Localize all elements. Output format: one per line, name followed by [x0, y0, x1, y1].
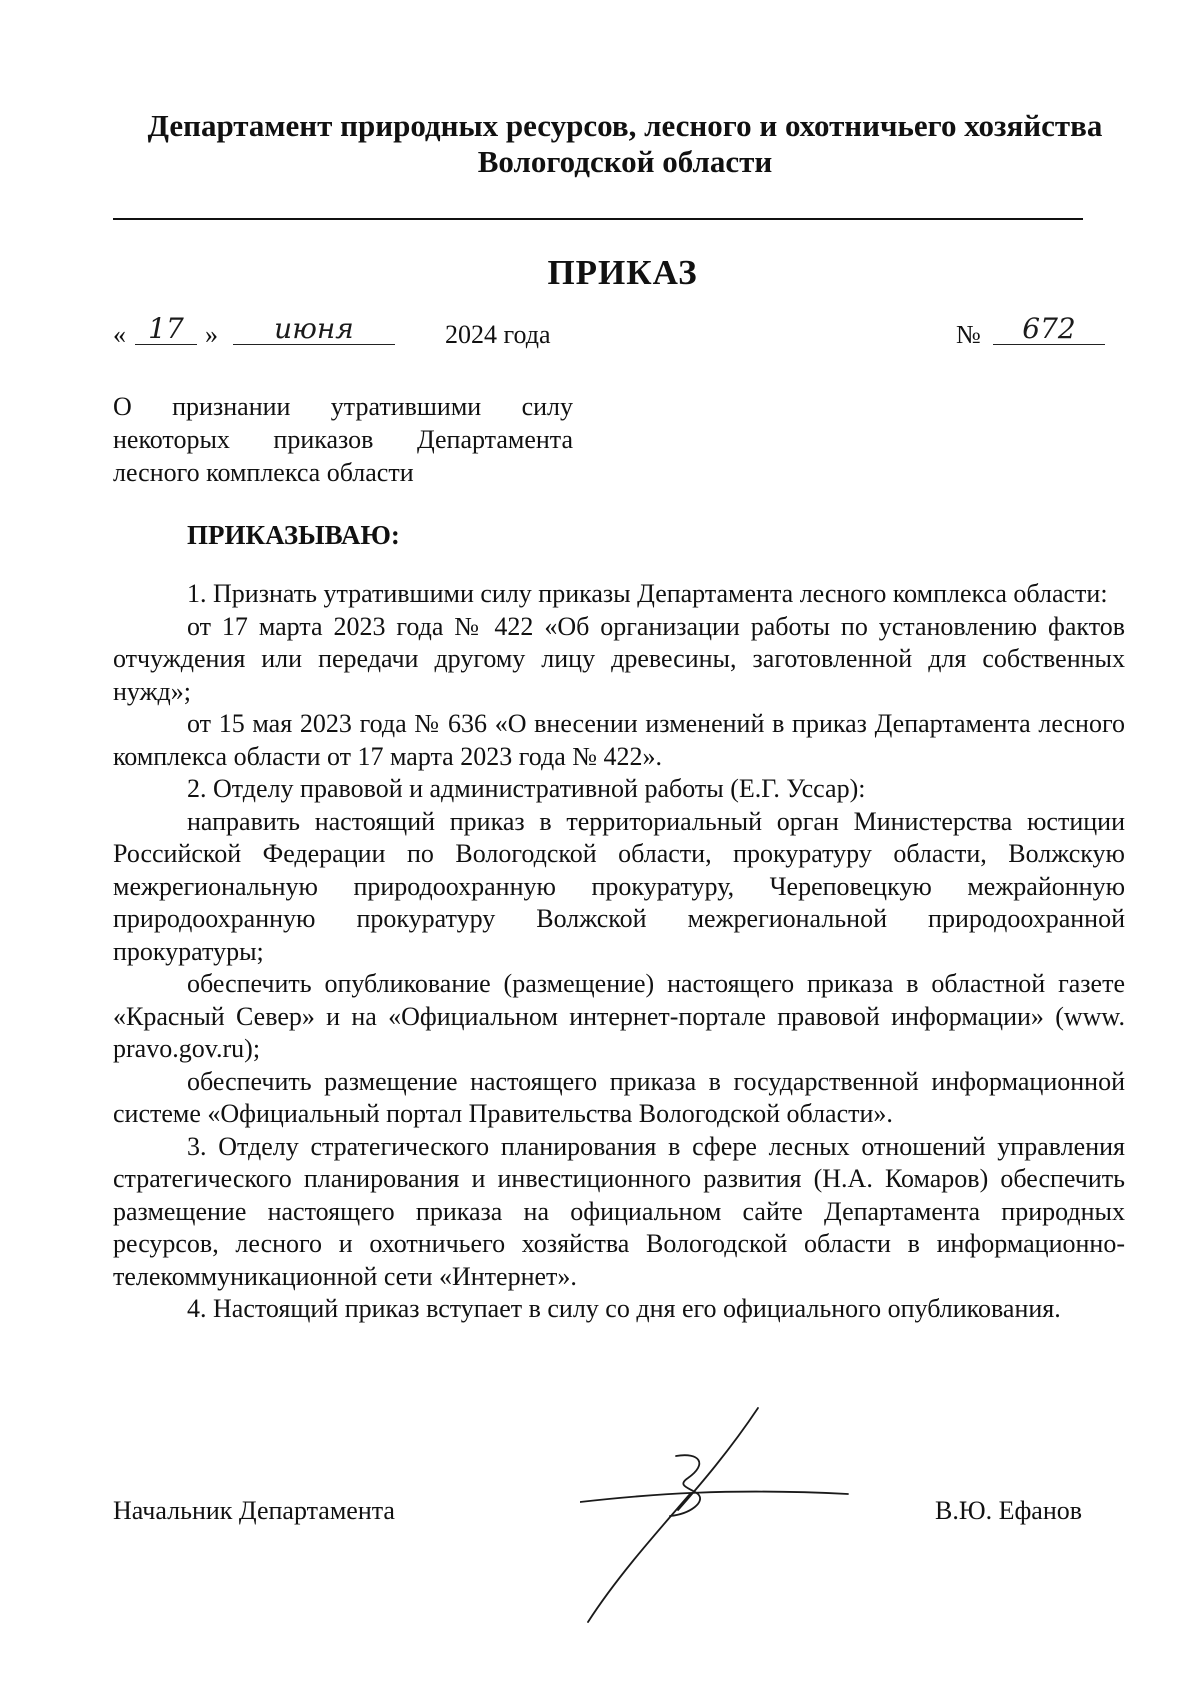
handwritten-number: 672 — [993, 314, 1105, 345]
header-divider — [113, 218, 1083, 220]
subject-line-3: лесного комплекса области — [113, 458, 414, 487]
document-title: ПРИКАЗ — [547, 253, 698, 292]
paragraph-2c: обеспечить размещение настоящего приказа в государственной информационной системе «Официальный портал Правительства Вологодской области». — [113, 1066, 1125, 1128]
number-label: № — [956, 320, 981, 349]
signatory-name: В.Ю. Ефанов — [935, 1496, 1083, 1525]
order-subject — [113, 390, 573, 489]
issuer-line-1: Департамент природных ресурсов, лесного и охотничьего хозяйства — [147, 108, 1103, 143]
paragraph-4: 4. Настоящий приказ вступает в силу со дня его официального опубликования. — [187, 1294, 1061, 1323]
order-directive-word: ПРИКАЗЫВАЮ: — [187, 520, 400, 550]
paragraph-2b: обеспечить опубликование (размещение) настоящего приказа в областной газете «Красный Север» и на «Официальном интернет-портале правовой информации» (www. pravo.gov.ru); — [113, 969, 1125, 1063]
date-number-line — [113, 312, 1103, 360]
issuer-line-2: Вологодской области — [477, 144, 773, 179]
signatory-position: Начальник Департамента — [113, 1496, 395, 1525]
paragraph-3: 3. Отделу стратегического планирования в сфере лесных отношений управления стратегического планирования и инвестиционного развития (Н.А. Комаров) обеспечить размещение настоящего приказа на официальном сайте Департамента природных ресурсов, лесного и охотничьего хозяйства Вологодской области в информационно-телекоммуникационной сети «Интернет». — [113, 1131, 1125, 1291]
handwritten-month: июня — [233, 314, 395, 345]
date-open-quote: « — [113, 320, 126, 349]
issuer-header — [100, 108, 1150, 180]
date-year: 2024 года — [445, 320, 551, 349]
signature-block — [113, 1496, 1113, 1536]
paragraph-2a: направить настоящий приказ в территориальный орган Министерства юстиции Российской Федерации по Вологодской области, прокуратуру области, Волжскую межрегиональную природоохранную прокуратуру, Череповецкую межрайонную природоохранную прокуратуру Волжской межрегиональной природоохранной прокуратуры; — [113, 806, 1125, 966]
paragraph-1b: от 15 мая 2023 года № 636 «О внесении изменений в приказ Департамента лесного комплекса области от 17 марта 2023 года № 422». — [113, 709, 1125, 771]
subject-line-1: О признании утратившими силу — [113, 392, 573, 421]
paragraph-1a: от 17 марта 2023 года № 422 «Об организации работы по установлению фактов отчуждения или передачи другому лицу древесины, заготовленной для собственных нужд»; — [113, 611, 1125, 706]
subject-line-2: некоторых приказов Департамента — [113, 425, 573, 454]
handwritten-day: 17 — [135, 314, 197, 345]
date-close-quote: » — [205, 320, 218, 349]
paragraph-2: 2. Отделу правовой и административной работы (Е.Г. Уссар): — [187, 774, 866, 803]
paragraph-1: 1. Признать утратившими силу приказы Департамента лесного комплекса области: — [187, 579, 1108, 608]
order-body — [113, 578, 1125, 1326]
